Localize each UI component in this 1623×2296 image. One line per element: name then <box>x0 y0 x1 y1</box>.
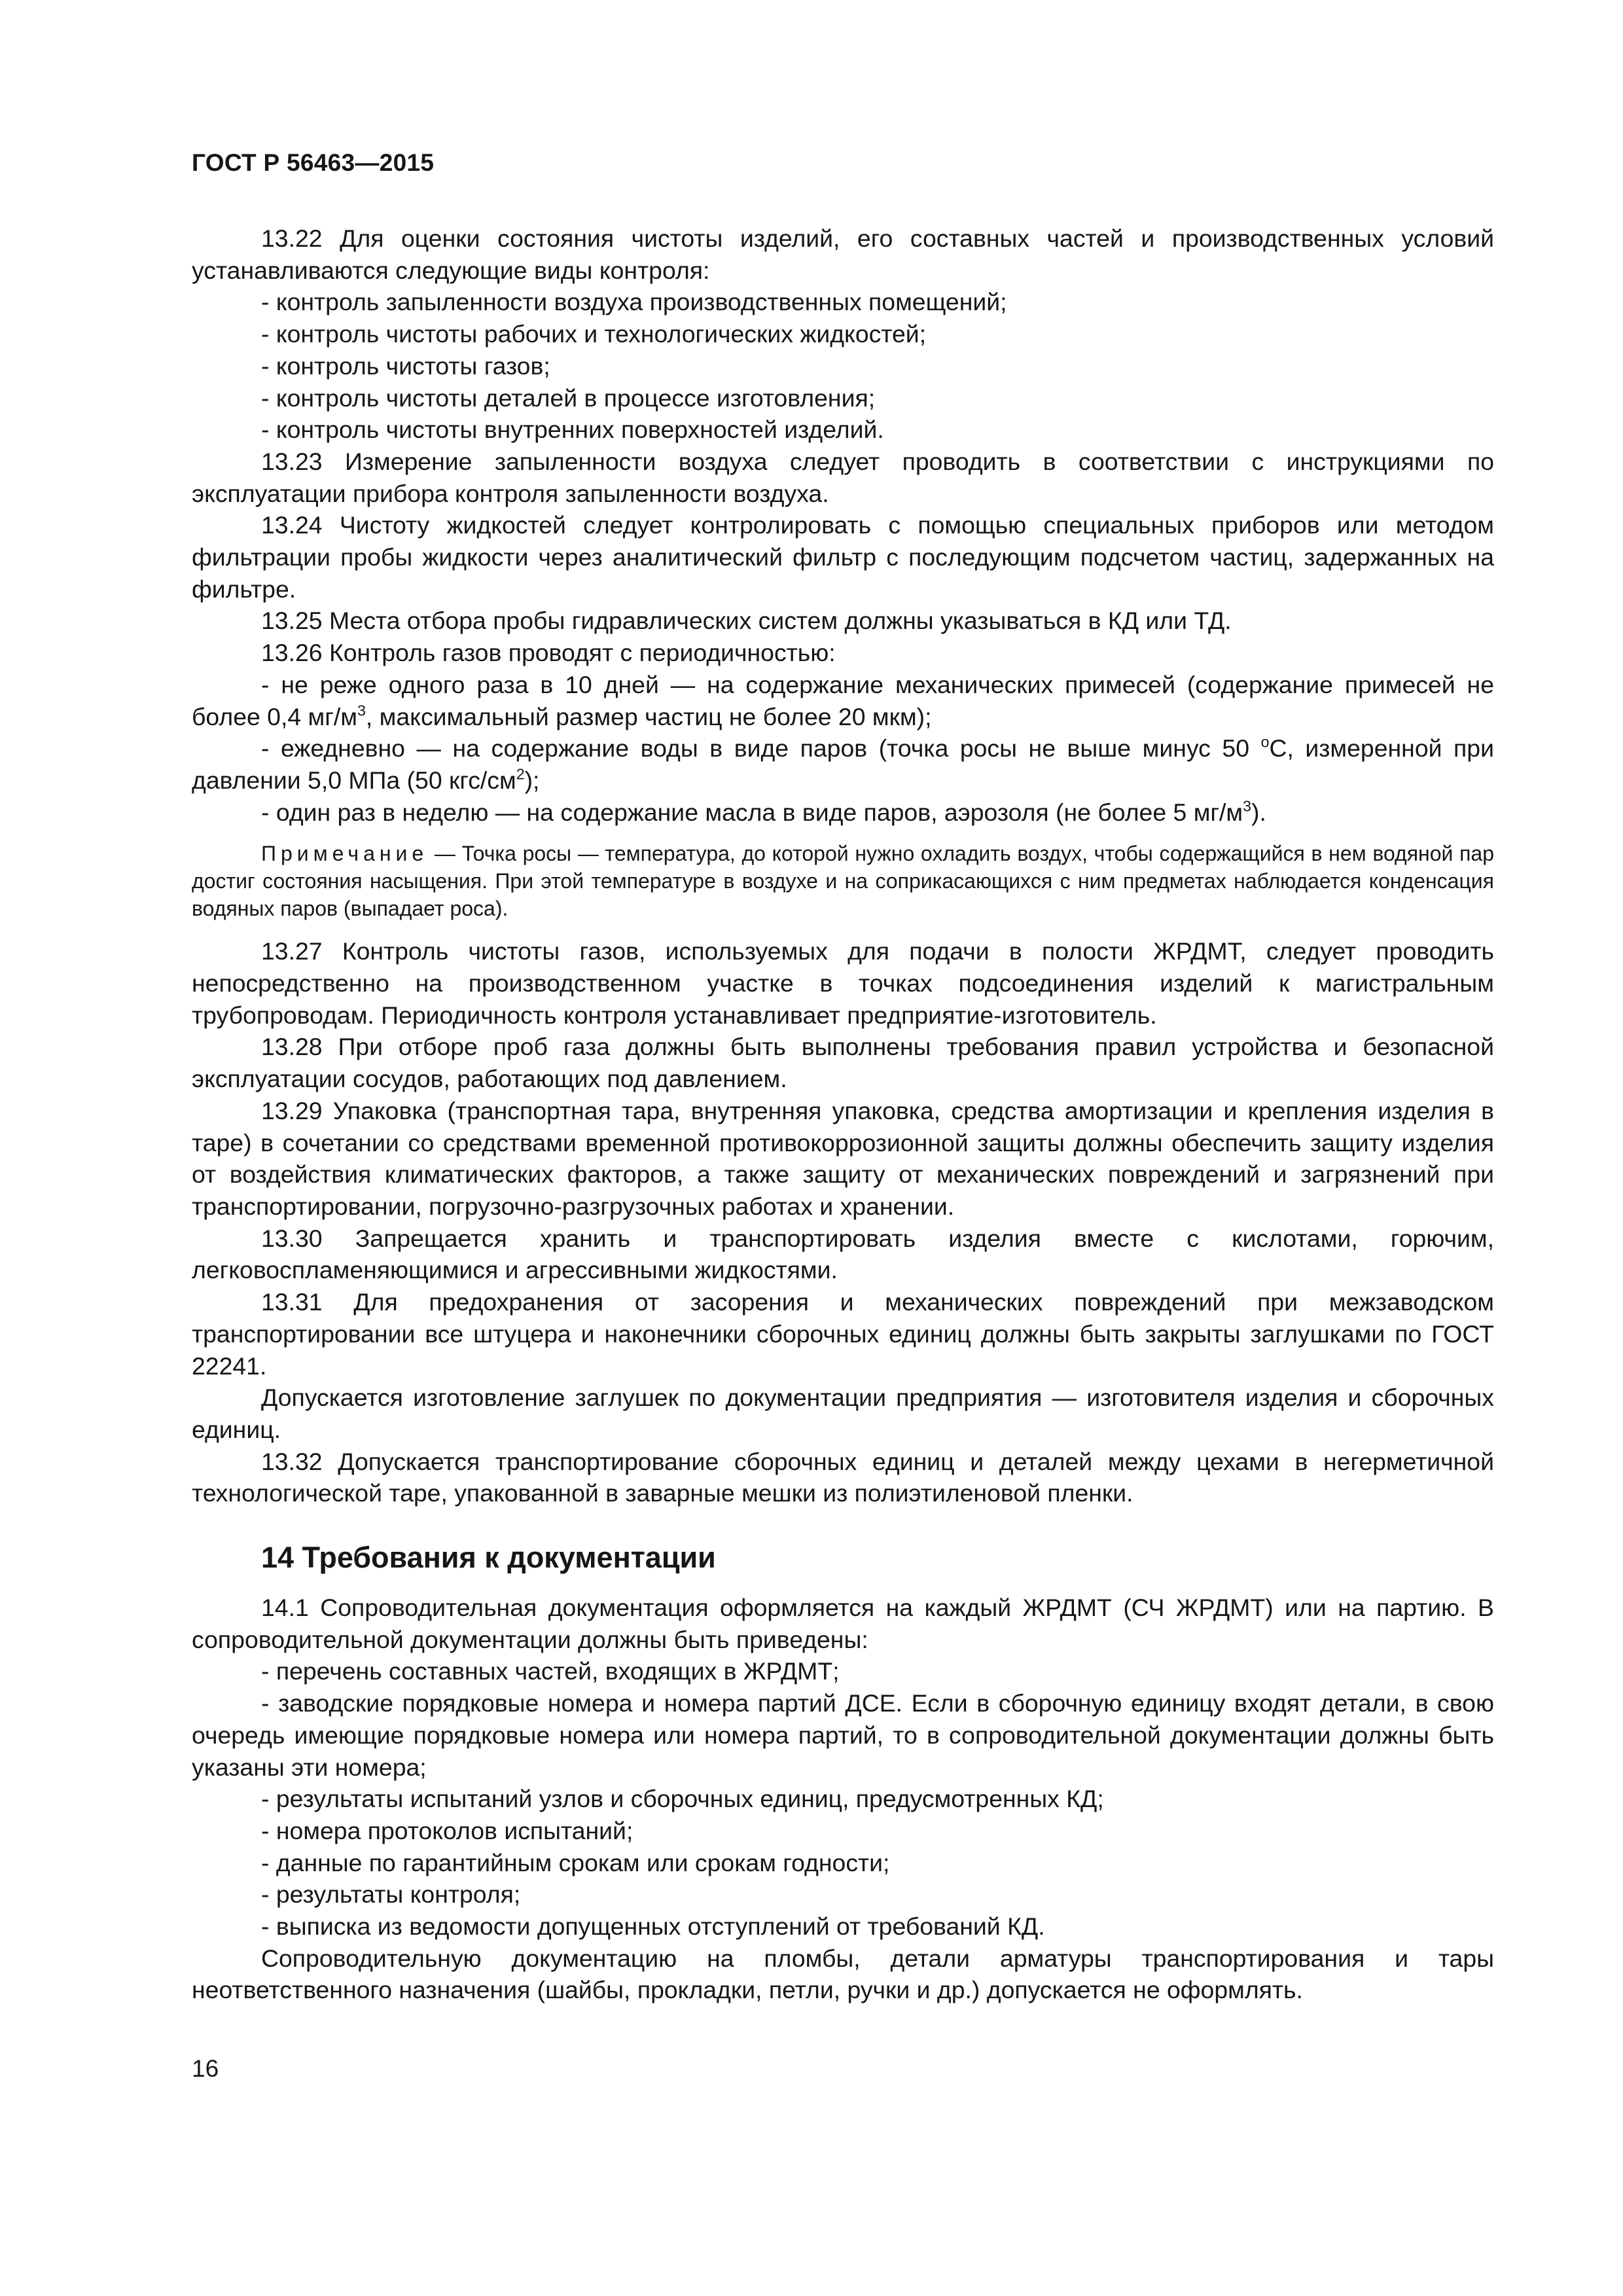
paragraph-13-24: 13.24 Чистоту жидкостей следует контролировать с помощью специальных приборов или методом фильтрации пробы жидкости через аналитический фильтр с последующим подсчетом частиц, задержанных на фильтре. <box>192 511 1494 603</box>
list-item: - результаты контроля; <box>261 1880 521 1909</box>
item-text: ). <box>1251 798 1266 826</box>
note-text: — Точка росы — температура, до которой нужно охладить воздух, чтобы содержащийся в нем водяной пар достиг состояния насыщения. При этой температуре в воздухе и на соприкасающихся с ним предметах наблюдается конденсация водяных паров (выпадает роса). <box>192 842 1494 921</box>
list-item: - контроль запыленности воздуха производственных помещений; <box>261 288 1007 316</box>
item-text: - не реже одного раза в 10 дней — на содержание механических примесей (содержание примесей не более 0,4 мг/м <box>192 670 1494 730</box>
paragraph-13-31: 13.31 Для предохранения от засорения и механических повреждений при межзаводском транспортировании все штуцера и наконечники сборочных единиц должны быть закрыты заглушками по ГОСТ 22241. <box>192 1288 1494 1380</box>
superscript: 3 <box>357 702 366 719</box>
list-item: - заводские порядковые номера и номера партий ДСЕ. Если в сборочную единицу входят детали, в свою очередь имеющие порядковые номера или номера партий, то в сопроводительной документации должны быть указаны эти номера; <box>192 1689 1494 1781</box>
item-text: ); <box>524 766 540 794</box>
paragraph-13-23: 13.23 Измерение запыленности воздуха следует проводить в соответствии с инструкциями по эксплуатации прибора контроля запыленности воздуха. <box>192 447 1494 507</box>
superscript: 2 <box>516 765 525 783</box>
paragraph-13-29: 13.29 Упаковка (транспортная тара, внутренняя упаковка, средства амортизации и крепления изделия в таре) в сочетании со средствами временной противокоррозионной защиты должны обеспечить защиту изделия от воздействия климатических факторов, а также защиту от механических повреждений и загрязнений при транспортировании, погрузочно-разгрузочных работах и хранении. <box>192 1096 1494 1220</box>
item-text: - ежедневно — на содержание воды в виде паров (точка росы не выше минус 50 <box>261 734 1261 762</box>
list-item: - результаты испытаний узлов и сборочных единиц, предусмотренных КД; <box>261 1785 1104 1813</box>
item-text: - один раз в неделю — на содержание масла в виде паров, аэрозоля (не более 5 мг/м <box>261 798 1243 826</box>
gas-control-item-1 <box>192 669 1494 732</box>
superscript: 3 <box>1243 797 1252 815</box>
paragraph-13-30: 13.30 Запрещается хранить и транспортировать изделия вместе с кислотами, горючим, легковоспламеняющимися и агрессивными жидкостями. <box>192 1224 1494 1284</box>
paragraph-14-1: 14.1 Сопроводительная документация оформляется на каждый ЖРДМТ (СЧ ЖРДМТ) или на партию. В сопроводительной документации должны быть приведены: <box>192 1594 1494 1653</box>
degree-mark: о <box>1260 733 1270 751</box>
page-number: 16 <box>192 2055 219 2082</box>
gas-control-item-2 <box>192 732 1494 796</box>
paragraph-13-22: 13.22 Для оценки состояния чистоты изделий, его составных частей и производственных условий устанавливаются следующие виды контроля: <box>192 224 1494 284</box>
list-item: - контроль чистоты деталей в процессе изготовления; <box>261 384 876 412</box>
document-body <box>192 223 1494 2006</box>
list-item: - выписка из ведомости допущенных отступлений от требований КД. <box>261 1912 1045 1941</box>
paragraph-13-31-extra: Допускается изготовление заглушек по документации предприятия — изготовителя изделия и сборочных единиц. <box>192 1384 1494 1443</box>
paragraph-14-1-closing: Сопроводительную документацию на пломбы, детали арматуры транспортирования и тары неответственного назначения (шайбы, прокладки, петли, ручки и др.) допускается не оформлять. <box>192 1944 1494 2004</box>
list-item: - контроль чистоты газов; <box>261 351 550 380</box>
paragraph-13-27: 13.27 Контроль чистоты газов, используемых для подачи в полости ЖРДМТ, следует проводить непосредственно на производственном участке в точках подсоединения изделий к магистральным трубопроводам. Периодичность контроля устанавливает предприятие-изготовитель. <box>192 937 1494 1029</box>
list-item: - перечень составных частей, входящих в ЖРДМТ; <box>261 1657 840 1685</box>
paragraph-13-28: 13.28 При отборе проб газа должны быть выполнены требования правил устройства и безопасной эксплуатации сосудов, работающих под давлением. <box>192 1033 1494 1093</box>
list-item: - данные по гарантийным срокам или срокам годности; <box>261 1848 890 1876</box>
paragraph-13-32: 13.32 Допускается транспортирование сборочных единиц и деталей между цехами в негерметичной технологической таре, упакованной в заварные мешки из полиэтиленовой пленки. <box>192 1447 1494 1507</box>
item-text: С, измеренной при давлении 5,0 МПа (50 кгс/см <box>192 734 1494 794</box>
note-label: Примечание <box>261 842 429 866</box>
paragraph-13-25: 13.25 Места отбора пробы гидравлических систем должны указываться в КД или ТД. <box>261 607 1232 635</box>
note <box>192 840 1494 922</box>
list-item: - контроль чистоты рабочих и технологических жидкостей; <box>261 320 927 348</box>
list-item: - контроль чистоты внутренних поверхностей изделий. <box>261 416 884 444</box>
list-item: - номера протоколов испытаний; <box>261 1816 633 1844</box>
document-header: ГОСТ Р 56463—2015 <box>192 149 435 176</box>
paragraph-13-26: 13.26 Контроль газов проводят с периодичностью: <box>261 639 836 667</box>
section-14-heading: 14 Требования к документации <box>261 1541 716 1575</box>
item-text: , максимальный размер частиц не более 20 мкм); <box>365 702 932 730</box>
gas-control-item-3 <box>192 797 1494 829</box>
